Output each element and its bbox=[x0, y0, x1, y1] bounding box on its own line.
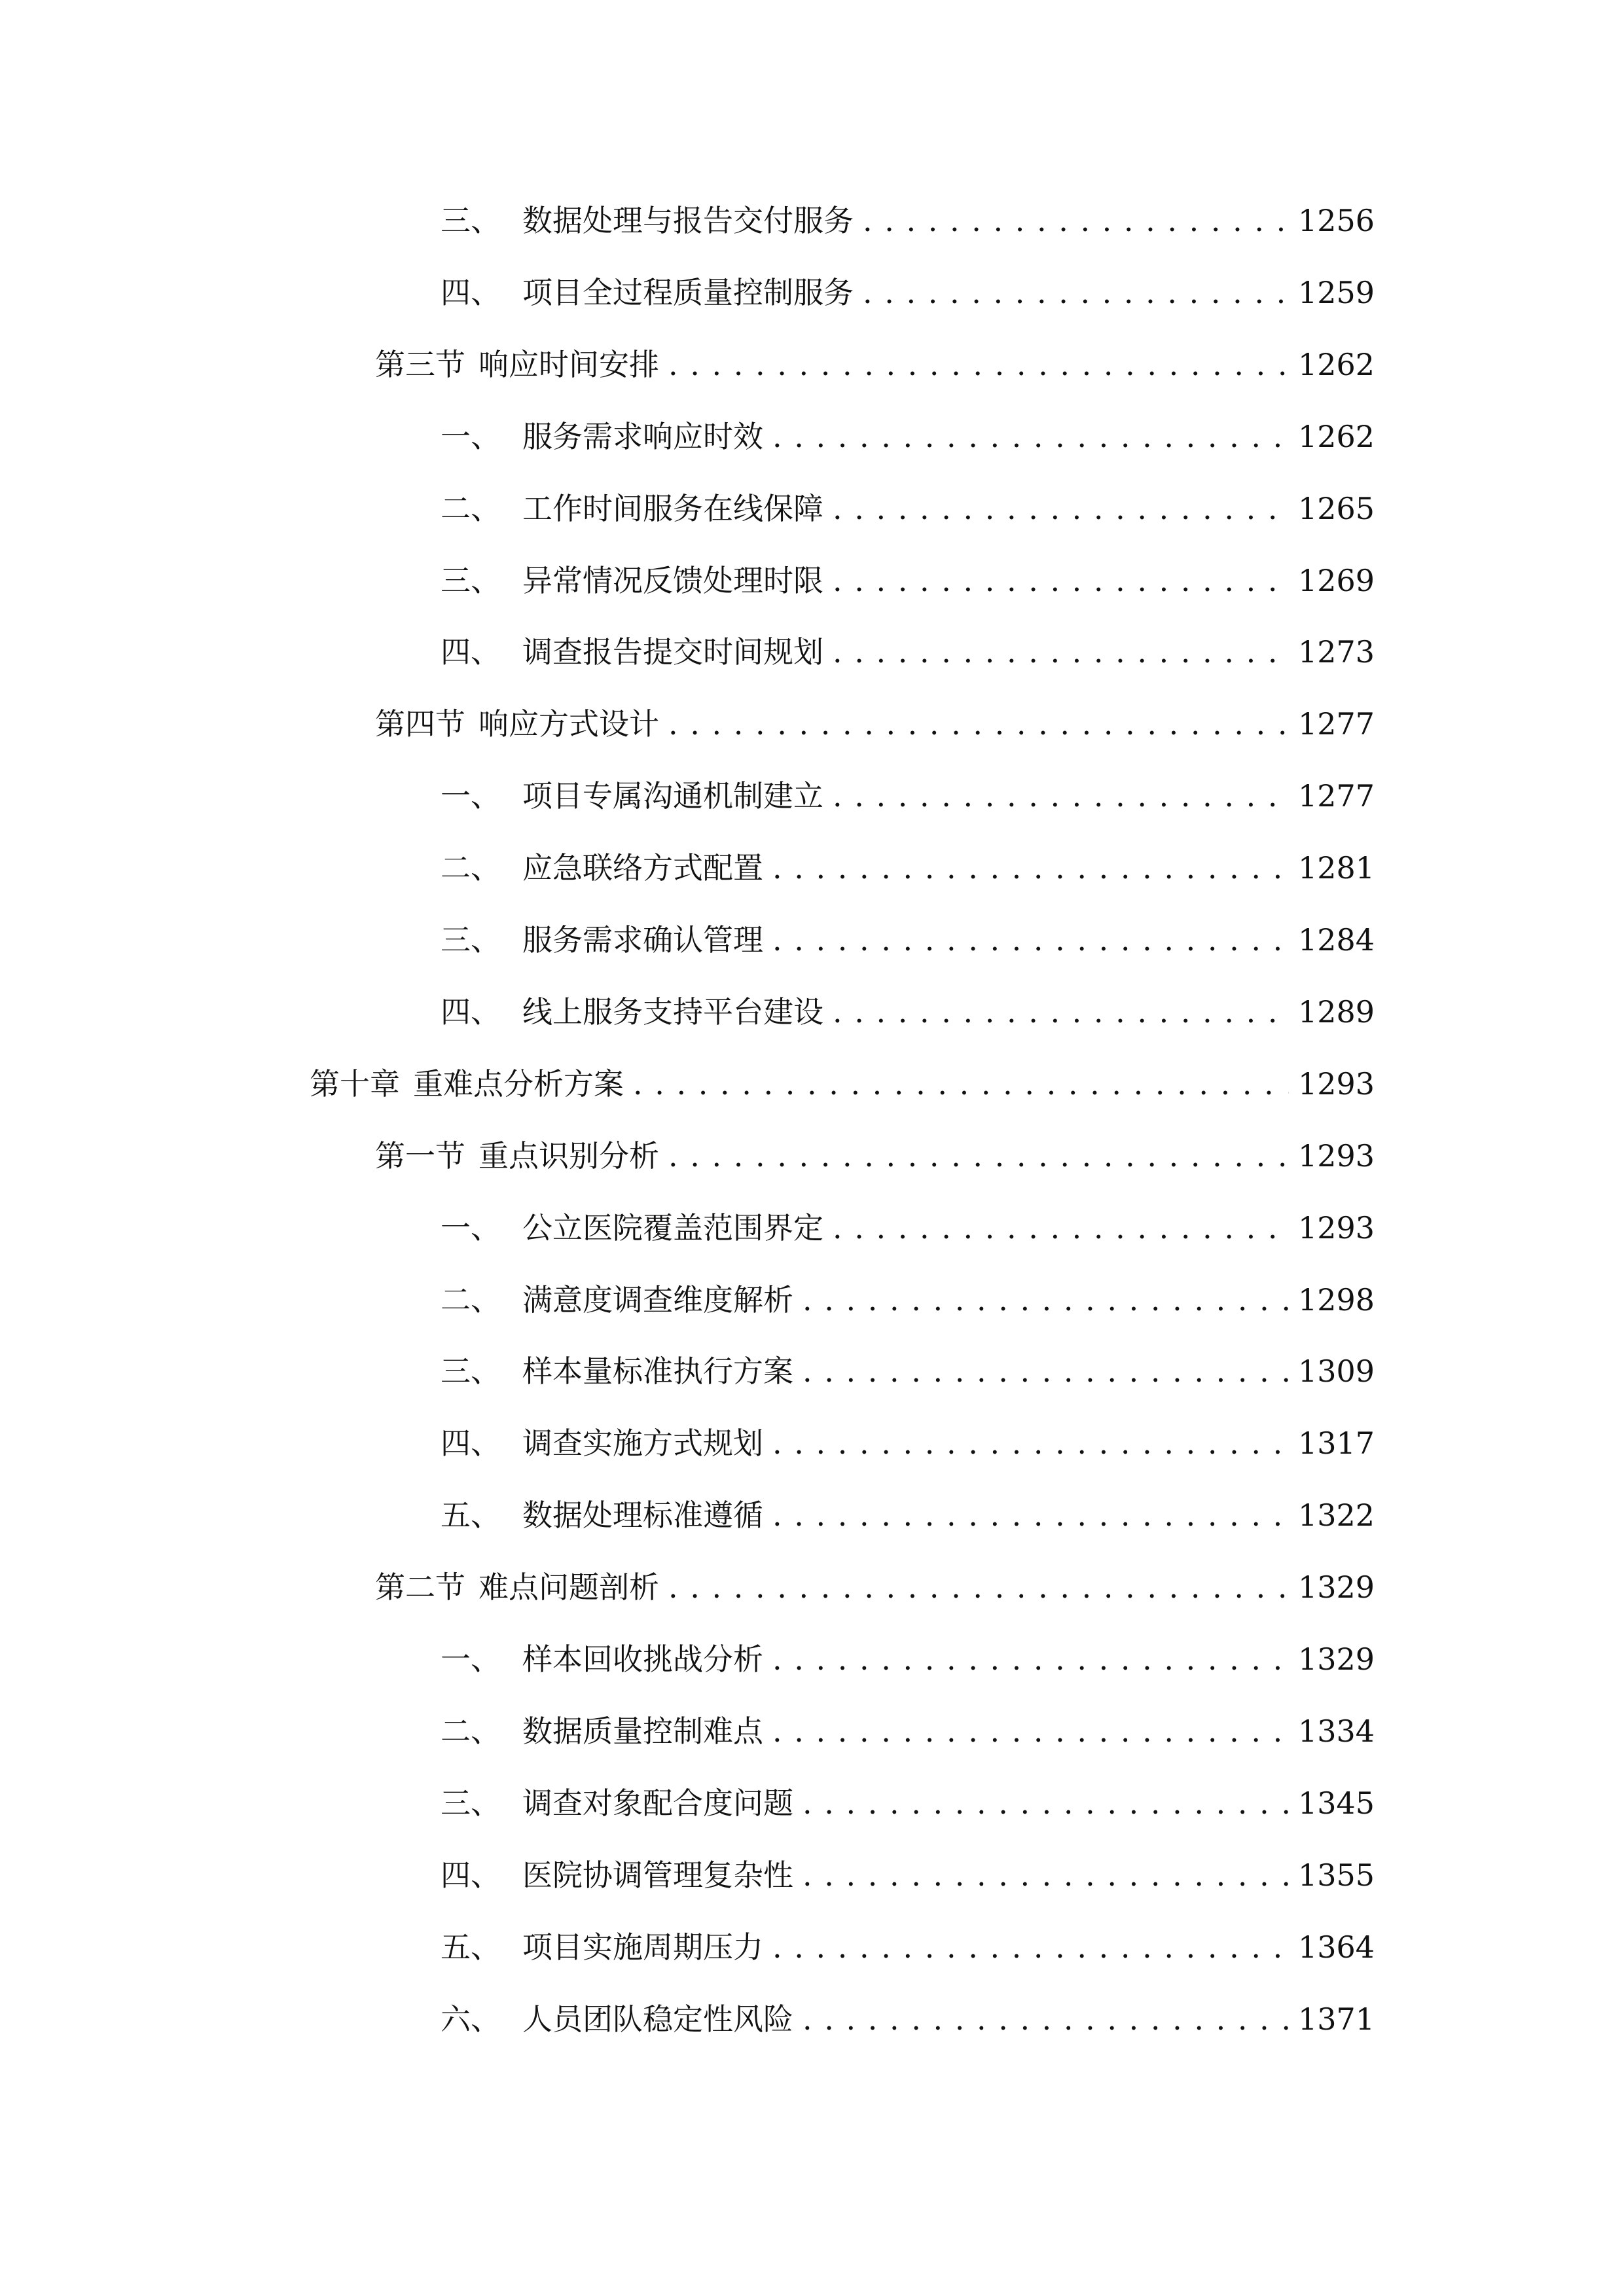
toc-entry-title: 难点问题剖析 bbox=[478, 1570, 659, 1605]
toc-entry-label: 五、 bbox=[441, 1929, 501, 1965]
dot-leader bbox=[833, 986, 1289, 1038]
toc-entry-label: 三、 bbox=[441, 203, 501, 238]
toc-entry-label: 三、 bbox=[441, 563, 501, 598]
toc-entry-page-number: 1329 bbox=[1298, 1641, 1375, 1677]
toc-entry[interactable] bbox=[441, 1274, 1375, 1326]
toc-entry-title: 数据处理与报告交付服务 bbox=[522, 203, 854, 238]
toc-entry-label: 第三节 bbox=[375, 347, 465, 382]
toc-entry-label: 四、 bbox=[441, 1857, 501, 1893]
dot-leader bbox=[833, 1202, 1289, 1254]
toc-entry-label: 一、 bbox=[441, 1210, 501, 1246]
toc-entry-label: 四、 bbox=[441, 634, 501, 670]
toc-entry-page-number: 1277 bbox=[1298, 706, 1375, 742]
toc-entry[interactable] bbox=[441, 1489, 1375, 1541]
dot-leader bbox=[803, 1274, 1289, 1326]
dot-leader bbox=[668, 698, 1289, 750]
toc-entry-page-number: 1259 bbox=[1298, 275, 1375, 310]
toc-entry-page-number: 1309 bbox=[1298, 1354, 1375, 1389]
dot-leader bbox=[863, 266, 1289, 319]
toc-entry-label: 三、 bbox=[441, 1785, 501, 1821]
toc-entry-title: 样本量标准执行方案 bbox=[522, 1354, 793, 1389]
toc-entry-page-number: 1345 bbox=[1298, 1785, 1375, 1821]
toc-entry-label: 二、 bbox=[441, 850, 501, 886]
toc-entry-title: 项目专属沟通机制建立 bbox=[522, 778, 823, 814]
toc-entry[interactable] bbox=[441, 194, 1375, 247]
toc-entry-label: 三、 bbox=[441, 1354, 501, 1389]
dot-leader bbox=[772, 410, 1289, 463]
dot-leader bbox=[833, 482, 1289, 535]
toc-entry-page-number: 1289 bbox=[1298, 994, 1375, 1030]
toc-entry[interactable] bbox=[441, 770, 1375, 822]
dot-leader bbox=[803, 1993, 1289, 2045]
toc-entry[interactable] bbox=[441, 986, 1375, 1038]
toc-entry[interactable] bbox=[441, 1202, 1375, 1254]
toc-entry[interactable] bbox=[375, 698, 1375, 750]
dot-leader bbox=[772, 914, 1289, 966]
dot-leader bbox=[772, 1921, 1289, 1973]
toc-entry-title: 医院协调管理复杂性 bbox=[522, 1857, 793, 1893]
toc-entry-title: 样本回收挑战分析 bbox=[522, 1641, 763, 1677]
toc-entry[interactable] bbox=[441, 842, 1375, 894]
dot-leader bbox=[668, 1561, 1289, 1613]
dot-leader bbox=[863, 194, 1289, 247]
toc-entry-page-number: 1293 bbox=[1298, 1066, 1375, 1102]
toc-entry-title: 工作时间服务在线保障 bbox=[522, 491, 823, 526]
toc-entry-page-number: 1322 bbox=[1298, 1498, 1375, 1533]
toc-entry[interactable] bbox=[441, 1417, 1375, 1469]
toc-entry-label: 第十章 bbox=[310, 1066, 400, 1102]
toc-entry[interactable] bbox=[441, 482, 1375, 535]
toc-entry-title: 响应时间安排 bbox=[478, 347, 659, 382]
toc-entry-label: 三、 bbox=[441, 922, 501, 958]
toc-entry-label: 一、 bbox=[441, 1641, 501, 1677]
toc-entry-label: 第四节 bbox=[375, 706, 465, 742]
toc-entry-page-number: 1284 bbox=[1298, 922, 1375, 958]
dot-leader bbox=[772, 842, 1289, 894]
dot-leader bbox=[833, 770, 1289, 822]
toc-entry-title: 调查实施方式规划 bbox=[522, 1426, 763, 1461]
toc-entry-page-number: 1277 bbox=[1298, 778, 1375, 814]
dot-leader bbox=[772, 1705, 1289, 1757]
dot-leader bbox=[772, 1417, 1289, 1469]
toc-entry[interactable] bbox=[441, 1849, 1375, 1901]
toc-entry-title: 重难点分析方案 bbox=[413, 1066, 624, 1102]
toc-entry-page-number: 1293 bbox=[1298, 1138, 1375, 1174]
dot-leader bbox=[668, 1130, 1289, 1182]
toc-entry[interactable] bbox=[441, 626, 1375, 678]
toc-entry-page-number: 1293 bbox=[1298, 1210, 1375, 1246]
toc-entry-page-number: 1334 bbox=[1298, 1713, 1375, 1749]
toc-entry-label: 二、 bbox=[441, 1713, 501, 1749]
toc-entry-page-number: 1364 bbox=[1298, 1929, 1375, 1965]
toc-entry-page-number: 1317 bbox=[1298, 1426, 1375, 1461]
toc-entry-title: 项目实施周期压力 bbox=[522, 1929, 763, 1965]
dot-leader bbox=[772, 1633, 1289, 1685]
toc-entry[interactable] bbox=[375, 1130, 1375, 1182]
toc-entry-page-number: 1269 bbox=[1298, 563, 1375, 598]
toc-entry-page-number: 1262 bbox=[1298, 419, 1375, 454]
toc-entry-label: 四、 bbox=[441, 1426, 501, 1461]
toc-entry[interactable] bbox=[441, 1777, 1375, 1829]
toc-entry-page-number: 1329 bbox=[1298, 1570, 1375, 1605]
toc-entry-title: 重点识别分析 bbox=[478, 1138, 659, 1174]
dot-leader bbox=[833, 554, 1289, 607]
toc-entry-title: 数据质量控制难点 bbox=[522, 1713, 763, 1749]
toc-entry-label: 二、 bbox=[441, 1282, 501, 1318]
toc-entry-title: 应急联络方式配置 bbox=[522, 850, 763, 886]
toc-entry[interactable] bbox=[441, 1921, 1375, 1973]
toc-entry[interactable] bbox=[441, 266, 1375, 319]
dot-leader bbox=[668, 338, 1289, 391]
toc-entry[interactable] bbox=[441, 1993, 1375, 2045]
toc-entry[interactable] bbox=[441, 410, 1375, 463]
toc-entry-page-number: 1371 bbox=[1298, 2001, 1375, 2037]
toc-entry[interactable] bbox=[375, 338, 1375, 391]
toc-entry-page-number: 1265 bbox=[1298, 491, 1375, 526]
dot-leader bbox=[633, 1058, 1289, 1110]
toc-entry-title: 服务需求响应时效 bbox=[522, 419, 763, 454]
toc-entry-label: 第二节 bbox=[375, 1570, 465, 1605]
toc-entry-title: 调查对象配合度问题 bbox=[522, 1785, 793, 1821]
toc-entry-title: 调查报告提交时间规划 bbox=[522, 634, 823, 670]
toc-entry[interactable] bbox=[441, 914, 1375, 966]
toc-entry[interactable] bbox=[375, 1561, 1375, 1613]
toc-entry[interactable] bbox=[441, 1633, 1375, 1685]
toc-entry-title: 项目全过程质量控制服务 bbox=[522, 275, 854, 310]
dot-leader bbox=[833, 626, 1289, 678]
toc-entry-page-number: 1256 bbox=[1298, 203, 1375, 238]
toc-entry-label: 五、 bbox=[441, 1498, 501, 1533]
dot-leader bbox=[803, 1345, 1289, 1397]
toc-entry[interactable] bbox=[441, 1705, 1375, 1757]
toc-entry-title: 人员团队稳定性风险 bbox=[522, 2001, 793, 2037]
dot-leader bbox=[803, 1849, 1289, 1901]
toc-entry-page-number: 1298 bbox=[1298, 1282, 1375, 1318]
toc-entry-label: 四、 bbox=[441, 994, 501, 1030]
toc-entry-page-number: 1281 bbox=[1298, 850, 1375, 886]
toc-entry-title: 服务需求确认管理 bbox=[522, 922, 763, 958]
toc-entry-label: 一、 bbox=[441, 778, 501, 814]
dot-leader bbox=[803, 1777, 1289, 1829]
toc-entry-title: 响应方式设计 bbox=[478, 706, 659, 742]
toc-entry-title: 线上服务支持平台建设 bbox=[522, 994, 823, 1030]
toc-entry-label: 一、 bbox=[441, 419, 501, 454]
toc-entry[interactable] bbox=[441, 554, 1375, 607]
toc-entry-label: 四、 bbox=[441, 275, 501, 310]
toc-entry-label: 二、 bbox=[441, 491, 501, 526]
toc-entry-title: 满意度调查维度解析 bbox=[522, 1282, 793, 1318]
toc-entry-title: 公立医院覆盖范围界定 bbox=[522, 1210, 823, 1246]
toc-entry-page-number: 1355 bbox=[1298, 1857, 1375, 1893]
dot-leader bbox=[772, 1489, 1289, 1541]
toc-entry[interactable] bbox=[310, 1058, 1375, 1110]
toc-entry-page-number: 1273 bbox=[1298, 634, 1375, 670]
toc-entry-page-number: 1262 bbox=[1298, 347, 1375, 382]
toc-entry[interactable] bbox=[441, 1345, 1375, 1397]
toc-entry-title: 异常情况反馈处理时限 bbox=[522, 563, 823, 598]
toc-entry-title: 数据处理标准遵循 bbox=[522, 1498, 763, 1533]
toc-entry-label: 第一节 bbox=[375, 1138, 465, 1174]
toc-entry-label: 六、 bbox=[441, 2001, 501, 2037]
